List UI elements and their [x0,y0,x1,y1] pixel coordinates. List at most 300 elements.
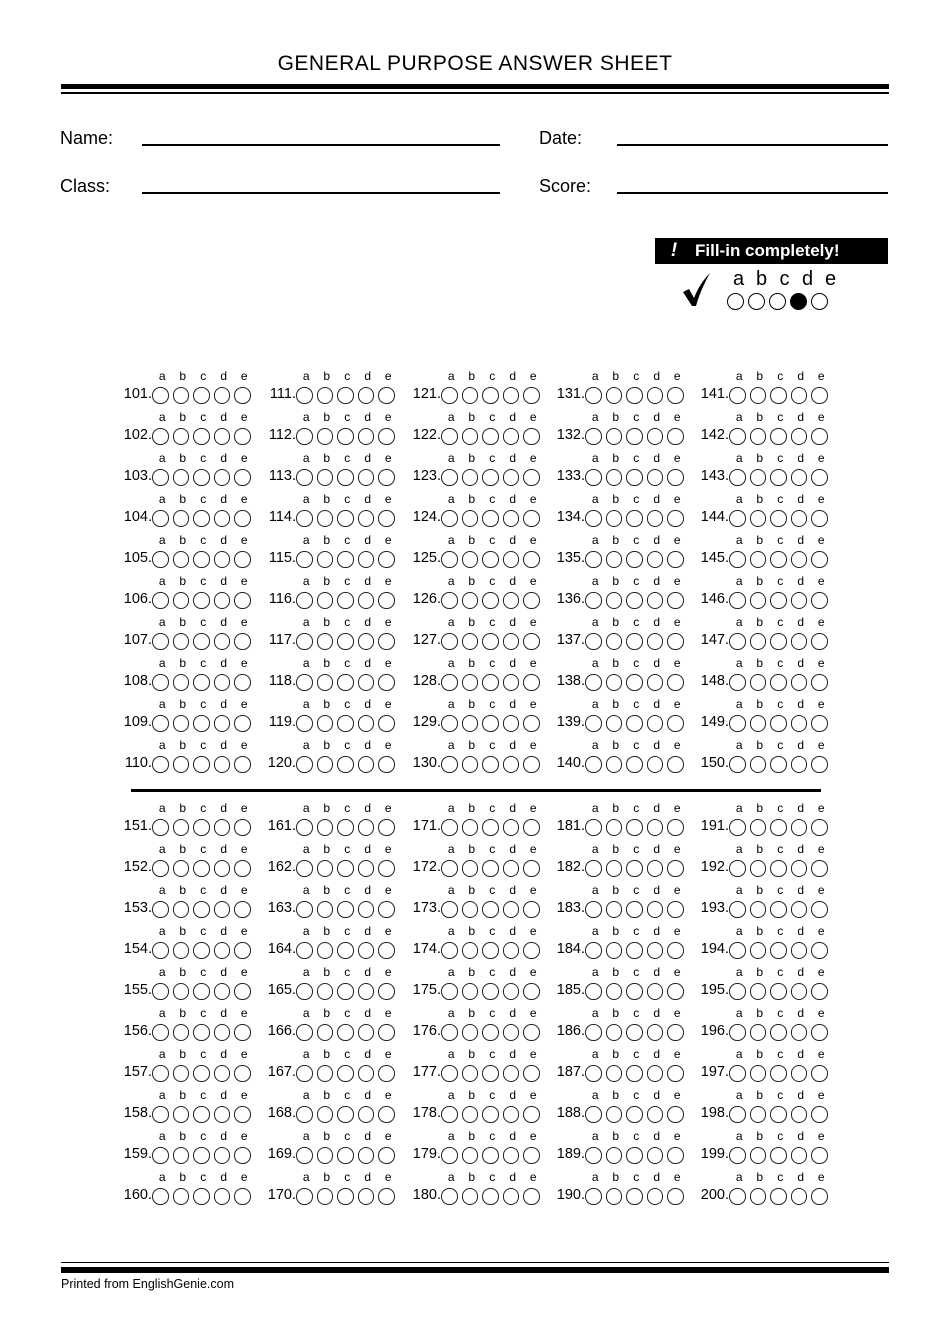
answer-bubble-d[interactable] [647,1188,664,1205]
answer-bubble-b[interactable] [606,901,623,918]
answer-bubble-e[interactable] [378,633,395,650]
answer-bubble-b[interactable] [462,551,479,568]
answer-bubble-d[interactable] [358,983,375,1000]
answer-bubble-a[interactable] [729,819,746,836]
answer-bubble-c[interactable] [482,860,499,877]
answer-bubble-a[interactable] [585,1106,602,1123]
answer-bubble-c[interactable] [193,469,210,486]
answer-bubble-c[interactable] [626,1147,643,1164]
answer-bubble-b[interactable] [606,819,623,836]
answer-bubble-e[interactable] [523,1188,540,1205]
answer-bubble-a[interactable] [152,428,169,445]
answer-bubble-a[interactable] [152,674,169,691]
answer-bubble-e[interactable] [667,387,684,404]
answer-bubble-d[interactable] [358,860,375,877]
answer-bubble-b[interactable] [606,428,623,445]
answer-bubble-e[interactable] [811,1065,828,1082]
answer-bubble-b[interactable] [317,819,334,836]
answer-bubble-c[interactable] [337,1147,354,1164]
answer-bubble-c[interactable] [770,469,787,486]
answer-bubble-e[interactable] [523,756,540,773]
answer-bubble-e[interactable] [378,942,395,959]
answer-bubble-b[interactable] [750,1147,767,1164]
answer-bubble-c[interactable] [193,819,210,836]
answer-bubble-d[interactable] [214,1065,231,1082]
answer-bubble-c[interactable] [626,756,643,773]
answer-bubble-d[interactable] [358,901,375,918]
answer-bubble-b[interactable] [317,551,334,568]
answer-bubble-a[interactable] [296,715,313,732]
answer-bubble-b[interactable] [317,592,334,609]
answer-bubble-d[interactable] [358,1024,375,1041]
answer-bubble-c[interactable] [337,387,354,404]
answer-bubble-e[interactable] [234,592,251,609]
answer-bubble-c[interactable] [482,387,499,404]
answer-bubble-b[interactable] [317,510,334,527]
answer-bubble-c[interactable] [770,819,787,836]
answer-bubble-a[interactable] [152,1147,169,1164]
answer-bubble-e[interactable] [667,1188,684,1205]
answer-bubble-d[interactable] [647,983,664,1000]
answer-bubble-b[interactable] [173,387,190,404]
answer-bubble-a[interactable] [441,428,458,445]
answer-bubble-b[interactable] [462,387,479,404]
answer-bubble-a[interactable] [441,510,458,527]
answer-bubble-c[interactable] [482,1106,499,1123]
answer-bubble-d[interactable] [503,387,520,404]
answer-bubble-a[interactable] [585,860,602,877]
answer-bubble-c[interactable] [770,715,787,732]
answer-bubble-d[interactable] [647,860,664,877]
answer-bubble-a[interactable] [585,387,602,404]
answer-bubble-d[interactable] [791,819,808,836]
answer-bubble-a[interactable] [585,715,602,732]
answer-bubble-b[interactable] [606,1147,623,1164]
answer-bubble-c[interactable] [482,1065,499,1082]
answer-bubble-d[interactable] [791,428,808,445]
answer-bubble-c[interactable] [626,860,643,877]
answer-bubble-c[interactable] [770,674,787,691]
answer-bubble-e[interactable] [811,510,828,527]
answer-bubble-c[interactable] [337,819,354,836]
answer-bubble-d[interactable] [214,983,231,1000]
answer-bubble-e[interactable] [523,1106,540,1123]
answer-bubble-a[interactable] [152,860,169,877]
answer-bubble-d[interactable] [503,633,520,650]
answer-bubble-c[interactable] [626,510,643,527]
answer-bubble-c[interactable] [626,1188,643,1205]
answer-bubble-d[interactable] [214,860,231,877]
answer-bubble-a[interactable] [296,756,313,773]
answer-bubble-c[interactable] [482,428,499,445]
answer-bubble-e[interactable] [234,715,251,732]
answer-bubble-a[interactable] [441,633,458,650]
answer-bubble-b[interactable] [462,756,479,773]
answer-bubble-a[interactable] [585,1188,602,1205]
answer-bubble-a[interactable] [296,901,313,918]
answer-bubble-c[interactable] [337,633,354,650]
answer-bubble-c[interactable] [482,469,499,486]
answer-bubble-b[interactable] [462,428,479,445]
answer-bubble-e[interactable] [378,428,395,445]
answer-bubble-d[interactable] [214,428,231,445]
answer-bubble-b[interactable] [750,428,767,445]
answer-bubble-d[interactable] [358,715,375,732]
answer-bubble-d[interactable] [358,674,375,691]
answer-bubble-d[interactable] [791,860,808,877]
answer-bubble-c[interactable] [337,860,354,877]
answer-bubble-b[interactable] [462,942,479,959]
answer-bubble-a[interactable] [152,469,169,486]
answer-bubble-a[interactable] [585,1147,602,1164]
answer-bubble-e[interactable] [667,510,684,527]
answer-bubble-b[interactable] [173,1106,190,1123]
answer-bubble-b[interactable] [173,819,190,836]
answer-bubble-e[interactable] [523,551,540,568]
answer-bubble-d[interactable] [791,1024,808,1041]
answer-bubble-a[interactable] [296,428,313,445]
answer-bubble-b[interactable] [317,1065,334,1082]
answer-bubble-a[interactable] [296,674,313,691]
answer-bubble-d[interactable] [503,1147,520,1164]
answer-bubble-a[interactable] [729,1106,746,1123]
answer-bubble-d[interactable] [647,1065,664,1082]
answer-bubble-a[interactable] [296,633,313,650]
answer-bubble-c[interactable] [626,819,643,836]
answer-bubble-e[interactable] [523,1024,540,1041]
answer-bubble-e[interactable] [234,756,251,773]
answer-bubble-e[interactable] [378,860,395,877]
answer-bubble-e[interactable] [667,860,684,877]
answer-bubble-c[interactable] [193,510,210,527]
answer-bubble-a[interactable] [585,901,602,918]
answer-bubble-b[interactable] [750,819,767,836]
answer-bubble-d[interactable] [358,1147,375,1164]
answer-bubble-d[interactable] [214,901,231,918]
answer-bubble-a[interactable] [441,715,458,732]
answer-bubble-c[interactable] [193,1106,210,1123]
answer-bubble-b[interactable] [173,901,190,918]
answer-bubble-d[interactable] [791,510,808,527]
answer-bubble-c[interactable] [193,387,210,404]
answer-bubble-a[interactable] [152,633,169,650]
answer-bubble-a[interactable] [441,1024,458,1041]
answer-bubble-b[interactable] [750,1065,767,1082]
answer-bubble-b[interactable] [173,983,190,1000]
answer-bubble-e[interactable] [234,428,251,445]
answer-bubble-e[interactable] [811,860,828,877]
answer-bubble-b[interactable] [750,983,767,1000]
answer-bubble-e[interactable] [811,901,828,918]
answer-bubble-b[interactable] [750,510,767,527]
answer-bubble-a[interactable] [729,592,746,609]
answer-bubble-e[interactable] [378,983,395,1000]
answer-bubble-e[interactable] [378,1147,395,1164]
answer-bubble-b[interactable] [173,942,190,959]
answer-bubble-d[interactable] [647,551,664,568]
answer-bubble-c[interactable] [337,1065,354,1082]
answer-bubble-b[interactable] [462,1024,479,1041]
answer-bubble-c[interactable] [770,860,787,877]
answer-bubble-b[interactable] [462,1188,479,1205]
answer-bubble-e[interactable] [234,860,251,877]
answer-bubble-d[interactable] [791,633,808,650]
answer-bubble-b[interactable] [317,674,334,691]
answer-bubble-e[interactable] [523,1147,540,1164]
answer-bubble-b[interactable] [606,387,623,404]
answer-bubble-e[interactable] [523,901,540,918]
answer-bubble-a[interactable] [296,1024,313,1041]
answer-bubble-a[interactable] [729,428,746,445]
answer-bubble-a[interactable] [296,551,313,568]
answer-bubble-e[interactable] [378,1024,395,1041]
answer-bubble-d[interactable] [214,715,231,732]
answer-bubble-c[interactable] [482,983,499,1000]
answer-bubble-b[interactable] [462,1106,479,1123]
answer-bubble-c[interactable] [193,860,210,877]
answer-bubble-d[interactable] [214,1188,231,1205]
answer-bubble-c[interactable] [770,1024,787,1041]
answer-bubble-d[interactable] [503,510,520,527]
answer-bubble-e[interactable] [667,942,684,959]
answer-bubble-a[interactable] [441,469,458,486]
answer-bubble-a[interactable] [152,551,169,568]
answer-bubble-d[interactable] [214,1147,231,1164]
date-line[interactable] [617,144,888,146]
answer-bubble-c[interactable] [770,592,787,609]
answer-bubble-d[interactable] [358,1065,375,1082]
answer-bubble-c[interactable] [337,983,354,1000]
answer-bubble-a[interactable] [585,983,602,1000]
answer-bubble-a[interactable] [729,860,746,877]
answer-bubble-b[interactable] [173,1065,190,1082]
answer-bubble-a[interactable] [441,1106,458,1123]
answer-bubble-a[interactable] [152,1188,169,1205]
answer-bubble-c[interactable] [337,551,354,568]
answer-bubble-e[interactable] [811,592,828,609]
answer-bubble-a[interactable] [729,1188,746,1205]
answer-bubble-b[interactable] [606,860,623,877]
answer-bubble-e[interactable] [667,715,684,732]
answer-bubble-b[interactable] [462,674,479,691]
answer-bubble-e[interactable] [378,1106,395,1123]
answer-bubble-c[interactable] [626,901,643,918]
answer-bubble-e[interactable] [234,1147,251,1164]
answer-bubble-a[interactable] [441,819,458,836]
answer-bubble-d[interactable] [503,860,520,877]
answer-bubble-e[interactable] [523,860,540,877]
answer-bubble-d[interactable] [503,1024,520,1041]
answer-bubble-d[interactable] [214,756,231,773]
answer-bubble-d[interactable] [503,1065,520,1082]
answer-bubble-c[interactable] [482,715,499,732]
answer-bubble-b[interactable] [317,1024,334,1041]
name-line[interactable] [142,144,500,146]
answer-bubble-e[interactable] [667,983,684,1000]
answer-bubble-b[interactable] [750,715,767,732]
answer-bubble-c[interactable] [193,756,210,773]
answer-bubble-e[interactable] [667,674,684,691]
answer-bubble-a[interactable] [152,756,169,773]
answer-bubble-d[interactable] [503,592,520,609]
answer-bubble-b[interactable] [317,901,334,918]
answer-bubble-c[interactable] [770,633,787,650]
answer-bubble-e[interactable] [667,756,684,773]
answer-bubble-c[interactable] [770,428,787,445]
answer-bubble-d[interactable] [791,942,808,959]
answer-bubble-c[interactable] [482,819,499,836]
answer-bubble-d[interactable] [791,387,808,404]
answer-bubble-b[interactable] [462,983,479,1000]
answer-bubble-b[interactable] [750,469,767,486]
answer-bubble-c[interactable] [482,633,499,650]
answer-bubble-c[interactable] [482,510,499,527]
answer-bubble-e[interactable] [811,428,828,445]
answer-bubble-d[interactable] [358,592,375,609]
answer-bubble-c[interactable] [770,1106,787,1123]
answer-bubble-c[interactable] [770,387,787,404]
answer-bubble-d[interactable] [791,756,808,773]
answer-bubble-c[interactable] [193,1065,210,1082]
answer-bubble-c[interactable] [626,942,643,959]
answer-bubble-e[interactable] [378,715,395,732]
answer-bubble-a[interactable] [441,942,458,959]
answer-bubble-d[interactable] [647,819,664,836]
answer-bubble-d[interactable] [503,756,520,773]
answer-bubble-b[interactable] [750,1188,767,1205]
answer-bubble-e[interactable] [234,983,251,1000]
answer-bubble-b[interactable] [317,942,334,959]
answer-bubble-d[interactable] [358,551,375,568]
answer-bubble-d[interactable] [358,387,375,404]
answer-bubble-b[interactable] [606,469,623,486]
answer-bubble-b[interactable] [462,819,479,836]
answer-bubble-b[interactable] [462,592,479,609]
answer-bubble-b[interactable] [317,715,334,732]
answer-bubble-a[interactable] [296,387,313,404]
answer-bubble-e[interactable] [667,1065,684,1082]
answer-bubble-a[interactable] [441,756,458,773]
answer-bubble-a[interactable] [296,510,313,527]
answer-bubble-a[interactable] [729,983,746,1000]
answer-bubble-e[interactable] [378,756,395,773]
answer-bubble-a[interactable] [585,592,602,609]
answer-bubble-e[interactable] [378,551,395,568]
answer-bubble-c[interactable] [626,983,643,1000]
answer-bubble-c[interactable] [193,674,210,691]
answer-bubble-a[interactable] [729,1065,746,1082]
answer-bubble-e[interactable] [811,819,828,836]
answer-bubble-c[interactable] [193,715,210,732]
answer-bubble-e[interactable] [667,819,684,836]
answer-bubble-a[interactable] [441,901,458,918]
answer-bubble-d[interactable] [503,469,520,486]
answer-bubble-a[interactable] [296,469,313,486]
answer-bubble-c[interactable] [770,756,787,773]
answer-bubble-e[interactable] [234,819,251,836]
answer-bubble-c[interactable] [193,551,210,568]
answer-bubble-e[interactable] [523,942,540,959]
answer-bubble-d[interactable] [647,942,664,959]
answer-bubble-b[interactable] [173,1147,190,1164]
answer-bubble-d[interactable] [647,592,664,609]
answer-bubble-b[interactable] [317,428,334,445]
answer-bubble-e[interactable] [523,469,540,486]
answer-bubble-d[interactable] [214,510,231,527]
answer-bubble-b[interactable] [462,901,479,918]
answer-bubble-d[interactable] [358,510,375,527]
answer-bubble-a[interactable] [729,633,746,650]
answer-bubble-a[interactable] [441,983,458,1000]
answer-bubble-d[interactable] [214,1024,231,1041]
answer-bubble-b[interactable] [750,387,767,404]
answer-bubble-a[interactable] [441,860,458,877]
answer-bubble-d[interactable] [358,469,375,486]
answer-bubble-b[interactable] [606,674,623,691]
answer-bubble-b[interactable] [750,756,767,773]
answer-bubble-c[interactable] [770,551,787,568]
answer-bubble-d[interactable] [503,1188,520,1205]
answer-bubble-e[interactable] [523,674,540,691]
answer-bubble-a[interactable] [152,592,169,609]
answer-bubble-a[interactable] [585,756,602,773]
answer-bubble-b[interactable] [750,901,767,918]
answer-bubble-b[interactable] [606,942,623,959]
answer-bubble-c[interactable] [626,633,643,650]
answer-bubble-d[interactable] [214,551,231,568]
answer-bubble-c[interactable] [193,428,210,445]
answer-bubble-a[interactable] [441,1065,458,1082]
answer-bubble-b[interactable] [750,942,767,959]
answer-bubble-c[interactable] [337,428,354,445]
answer-bubble-e[interactable] [378,901,395,918]
answer-bubble-b[interactable] [317,1106,334,1123]
answer-bubble-c[interactable] [626,674,643,691]
answer-bubble-d[interactable] [214,469,231,486]
answer-bubble-e[interactable] [523,387,540,404]
answer-bubble-a[interactable] [441,1147,458,1164]
answer-bubble-e[interactable] [523,592,540,609]
answer-bubble-d[interactable] [791,551,808,568]
answer-bubble-c[interactable] [626,592,643,609]
answer-bubble-c[interactable] [482,901,499,918]
answer-bubble-a[interactable] [729,674,746,691]
answer-bubble-d[interactable] [358,756,375,773]
answer-bubble-c[interactable] [193,942,210,959]
answer-bubble-d[interactable] [214,387,231,404]
answer-bubble-b[interactable] [606,1024,623,1041]
answer-bubble-d[interactable] [503,551,520,568]
answer-bubble-b[interactable] [606,551,623,568]
answer-bubble-e[interactable] [667,1024,684,1041]
answer-bubble-b[interactable] [173,756,190,773]
answer-bubble-c[interactable] [193,633,210,650]
answer-bubble-b[interactable] [750,633,767,650]
answer-bubble-e[interactable] [811,942,828,959]
answer-bubble-c[interactable] [482,1147,499,1164]
answer-bubble-a[interactable] [152,983,169,1000]
answer-bubble-d[interactable] [503,983,520,1000]
answer-bubble-b[interactable] [606,592,623,609]
answer-bubble-e[interactable] [378,819,395,836]
answer-bubble-b[interactable] [173,428,190,445]
answer-bubble-d[interactable] [503,942,520,959]
answer-bubble-c[interactable] [626,469,643,486]
answer-bubble-a[interactable] [441,1188,458,1205]
answer-bubble-a[interactable] [296,1147,313,1164]
answer-bubble-d[interactable] [791,592,808,609]
answer-bubble-c[interactable] [337,1188,354,1205]
